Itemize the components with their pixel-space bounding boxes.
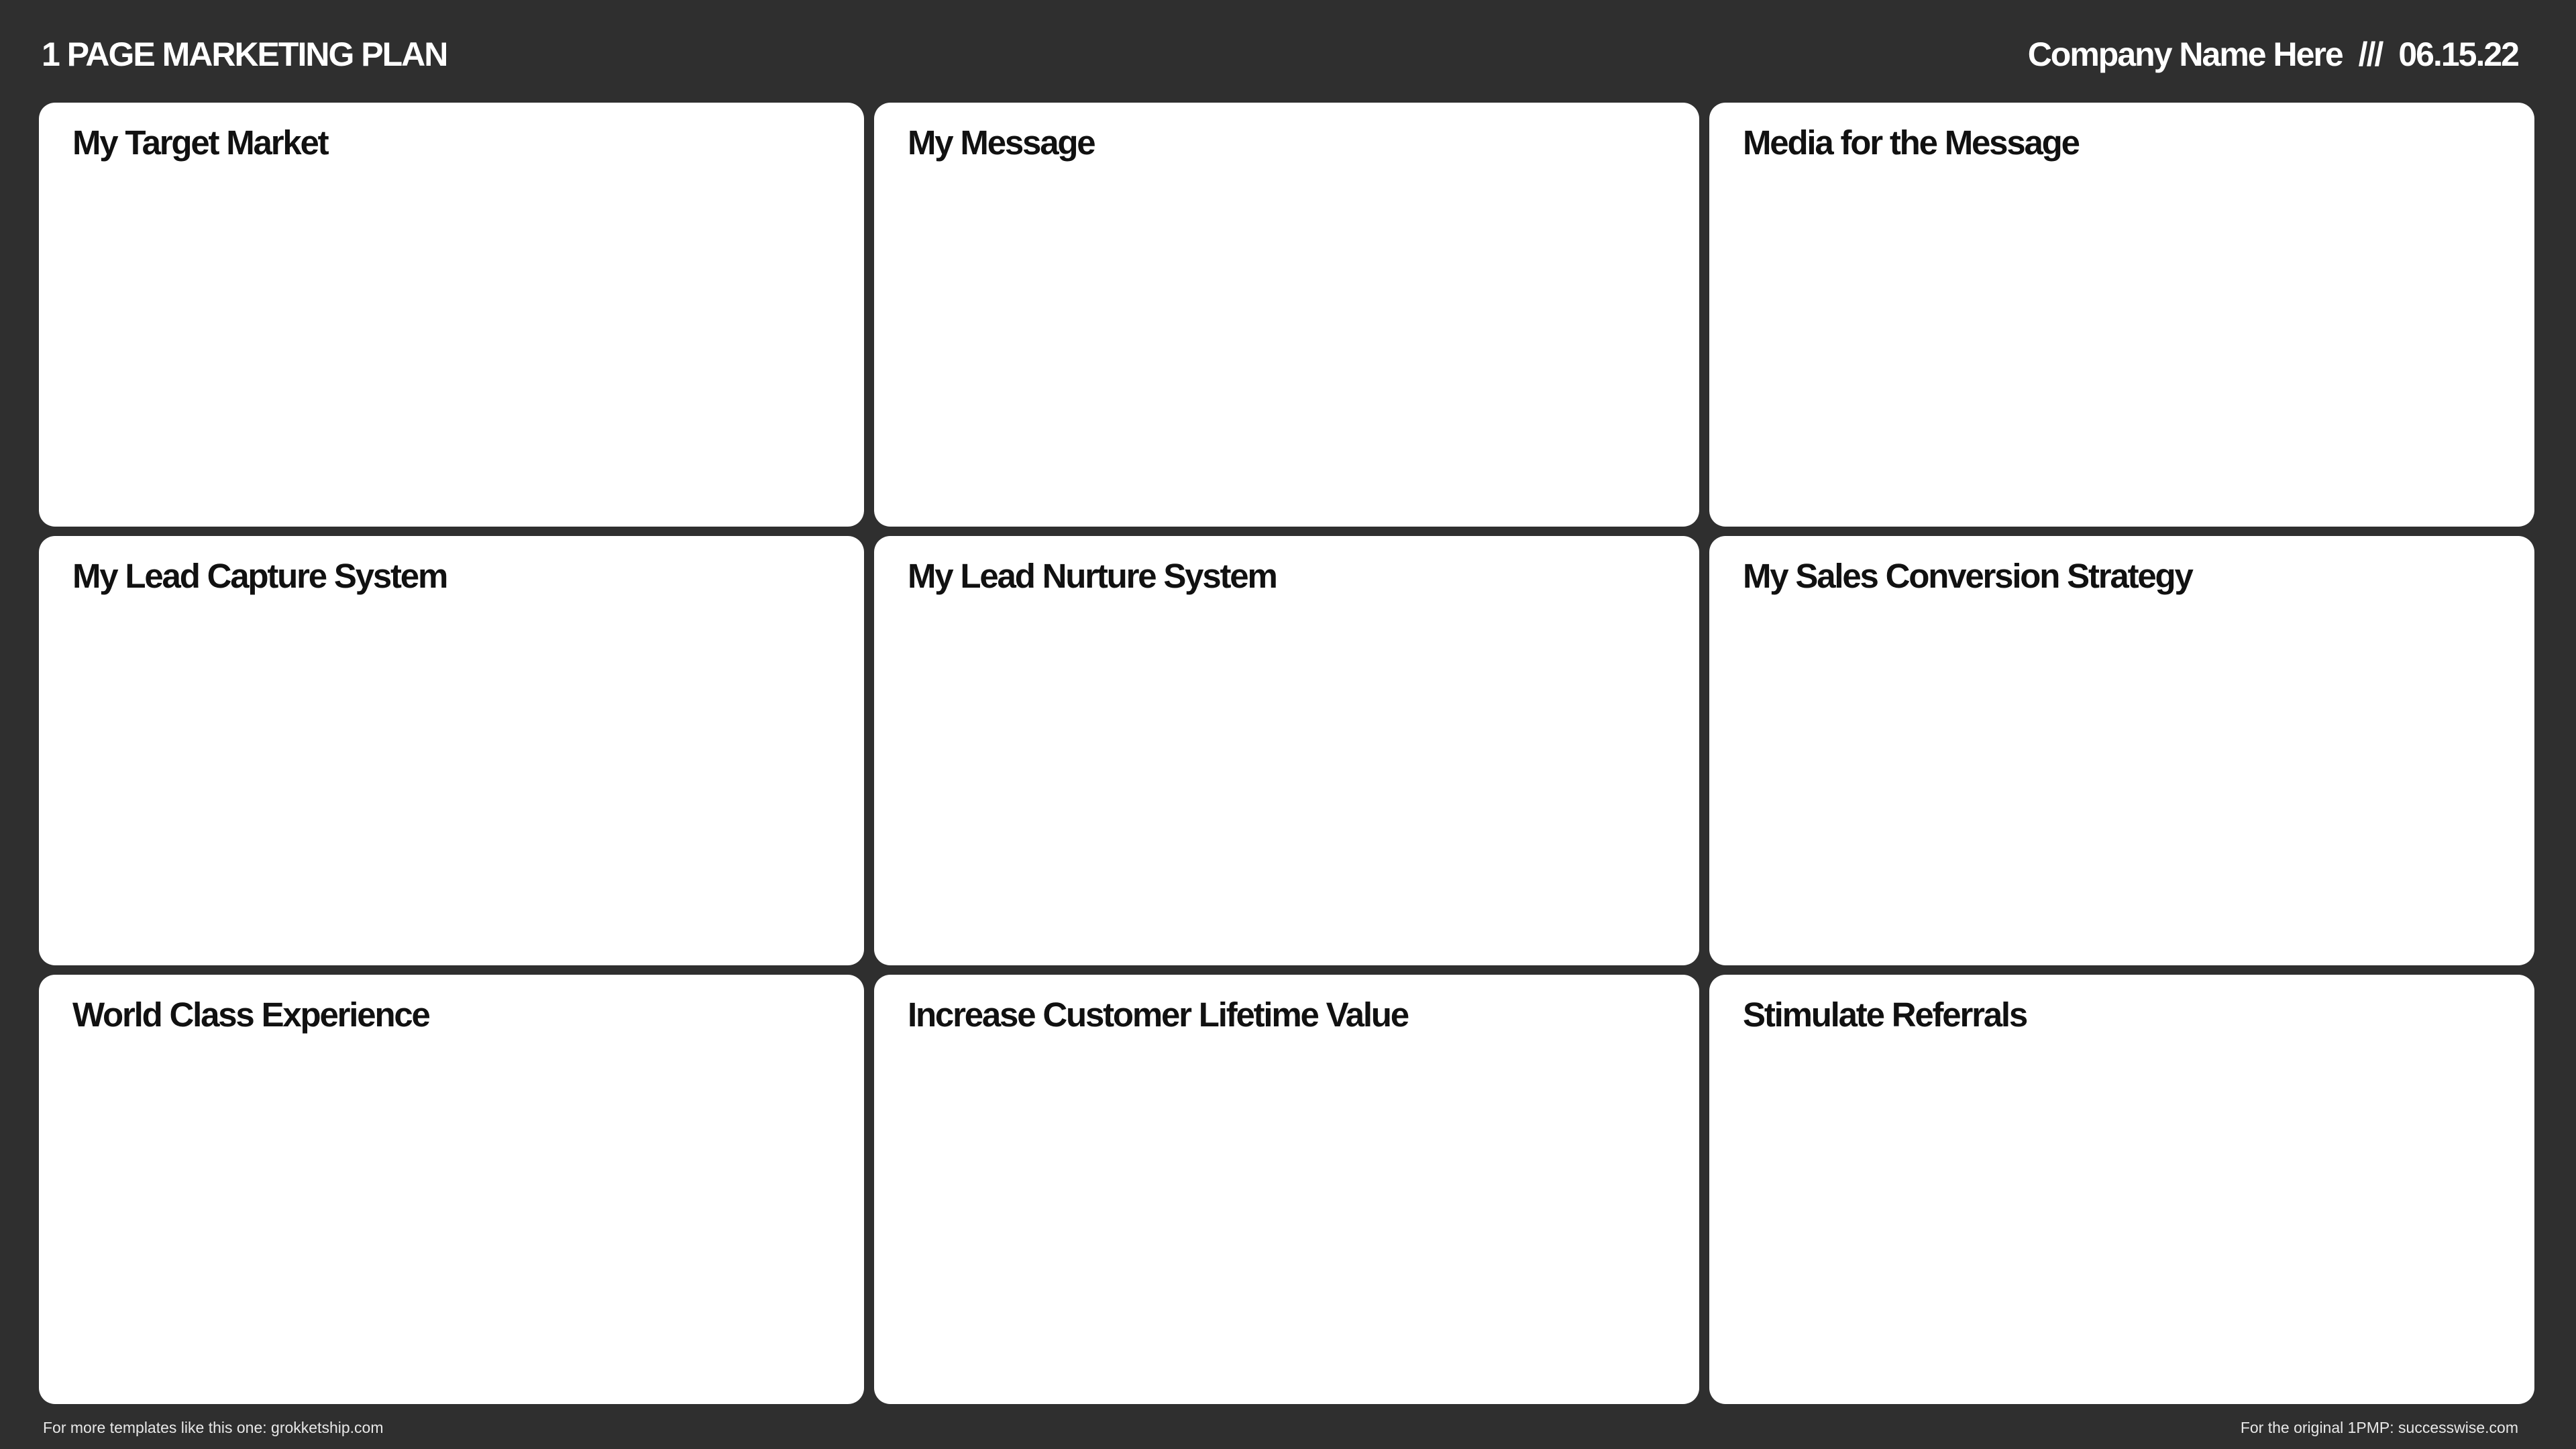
- card-title: Media for the Message: [1743, 123, 2079, 162]
- footer-original-credit: For the original 1PMP: successwise.com: [2240, 1419, 2518, 1436]
- card-title: My Lead Nurture System: [908, 557, 1277, 595]
- plan-date: 06.15.22: [2398, 36, 2518, 73]
- card-title: World Class Experience: [72, 996, 429, 1034]
- card-world-class-experience[interactable]: [39, 975, 864, 1404]
- card-title: My Sales Conversion Strategy: [1743, 557, 2192, 595]
- plan-grid: [39, 103, 2534, 1407]
- footer-templates-credit: For more templates like this one: grokketship.com: [43, 1419, 384, 1436]
- card-title: My Target Market: [72, 123, 328, 162]
- header-company-date: [2028, 35, 2518, 74]
- company-name: Company Name Here: [2027, 36, 2343, 73]
- card-lead-capture[interactable]: [39, 536, 864, 965]
- card-customer-lifetime-value[interactable]: [874, 975, 1699, 1404]
- card-referrals[interactable]: [1709, 975, 2534, 1404]
- card-title: My Message: [908, 123, 1095, 162]
- card-media[interactable]: [1709, 103, 2534, 527]
- card-lead-nurture[interactable]: [874, 536, 1699, 965]
- card-title: Increase Customer Lifetime Value: [908, 996, 1408, 1034]
- card-target-market[interactable]: [39, 103, 864, 527]
- card-title: Stimulate Referrals: [1743, 996, 2027, 1034]
- page-title: 1 PAGE MARKETING PLAN: [42, 36, 447, 73]
- header-separator: ///: [2358, 36, 2383, 73]
- card-message[interactable]: [874, 103, 1699, 527]
- card-sales-conversion[interactable]: [1709, 536, 2534, 965]
- card-title: My Lead Capture System: [72, 557, 447, 595]
